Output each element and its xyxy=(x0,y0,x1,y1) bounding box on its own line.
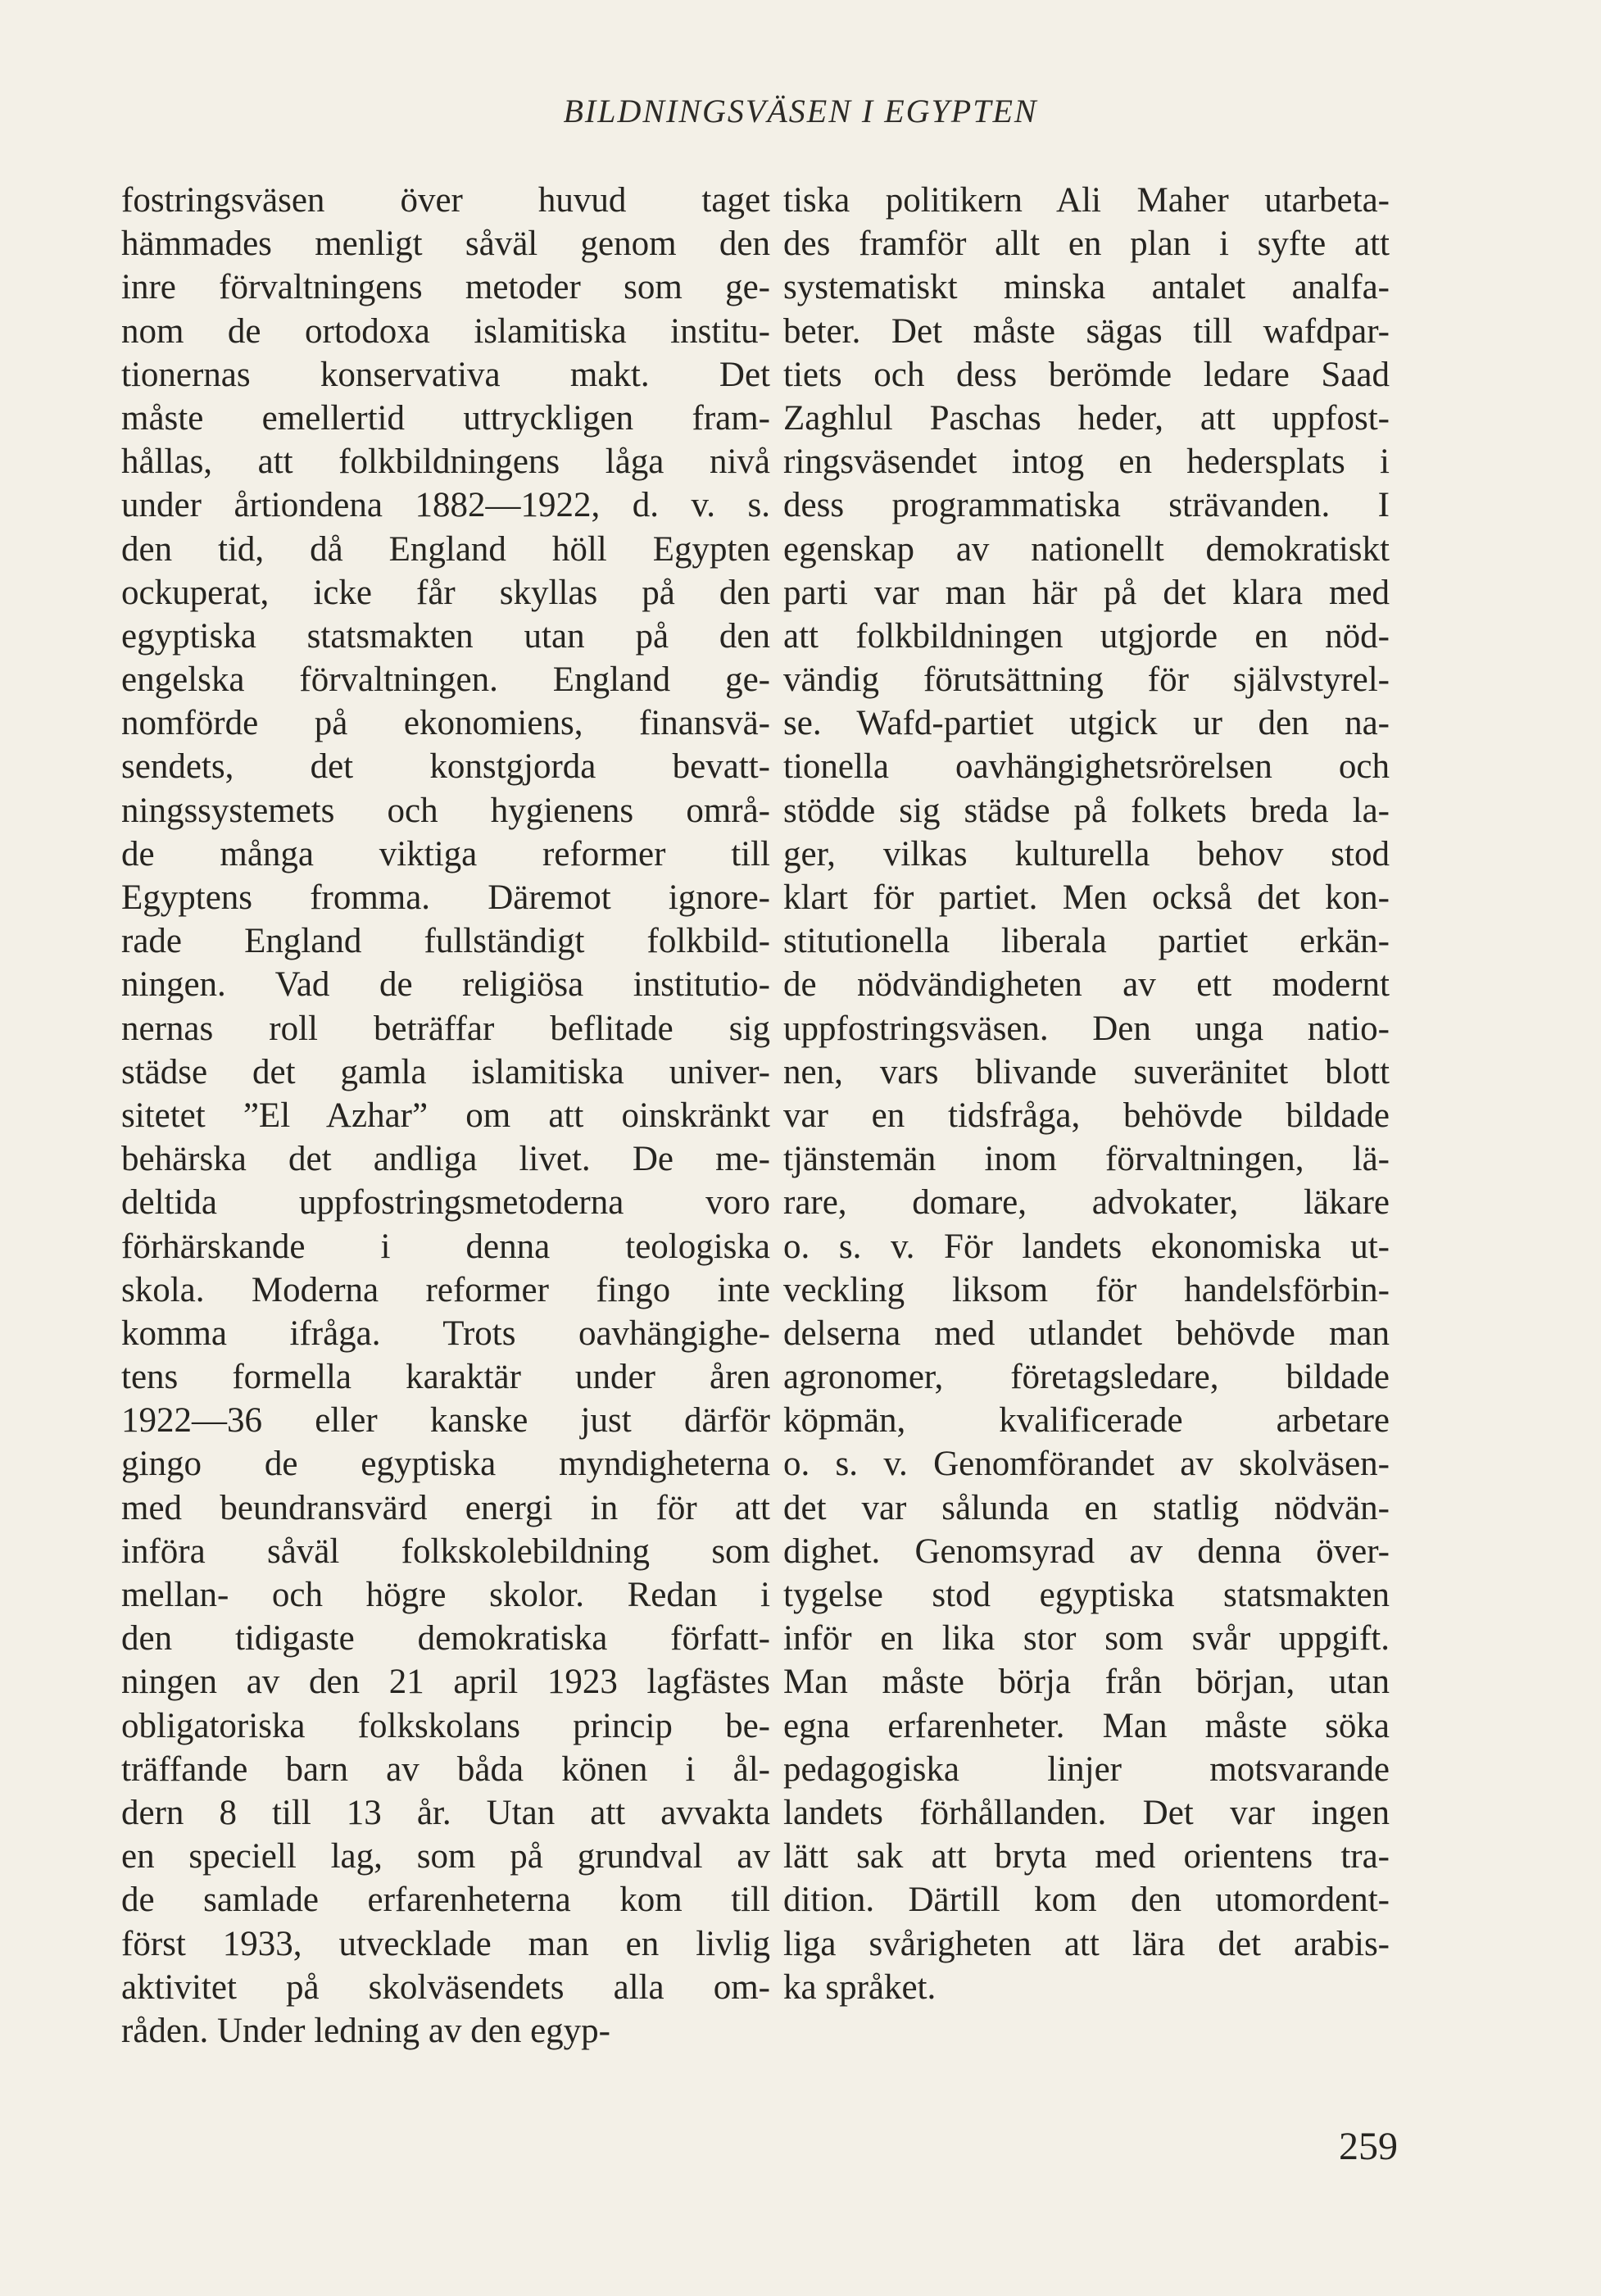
text-line: o. s. v. För landets ekonomiska ut- xyxy=(783,1227,1390,1266)
text-line: liga svårigheten att lära det arabis- xyxy=(783,1924,1390,1963)
text-line: egenskap av nationellt demokratiskt xyxy=(783,529,1390,569)
text-line: stitutionella liberala partiet erkän- xyxy=(783,922,1390,961)
text-line: sitetet ”El Azhar” om att oinskränkt xyxy=(121,1096,770,1135)
text-line: 1922—36 eller kanske just därför xyxy=(121,1401,770,1441)
text-line: nom de ortodoxa islamitiska institu- xyxy=(121,311,770,351)
text-line: systematiskt minska antalet analfa- xyxy=(783,268,1390,307)
text-line: hållas, att folkbildningens låga nivå xyxy=(121,442,770,482)
text-line: ningssystemets och hygienens områ- xyxy=(121,791,770,830)
text-line: deltida uppfostringsmetoderna voro xyxy=(121,1183,770,1223)
text-line: med beundransvärd energi in för att xyxy=(121,1488,770,1527)
text-line: komma ifråga. Trots oavhängighe- xyxy=(121,1314,770,1353)
text-line: se. Wafd-partiet utgick ur den na- xyxy=(783,704,1390,743)
text-line: beter. Det måste sägas till wafdpar- xyxy=(783,311,1390,351)
text-line: tiska politikern Ali Maher utarbeta- xyxy=(783,181,1390,220)
text-line: delserna med utlandet behövde man xyxy=(783,1314,1390,1353)
text-line: Egyptens fromma. Däremot ignore- xyxy=(121,878,770,917)
text-line: träffande barn av båda könen i ål- xyxy=(121,1749,770,1789)
text-line: behärska det andliga livet. De me- xyxy=(121,1140,770,1179)
text-line: sendets, det konstgjorda bevatt- xyxy=(121,747,770,787)
text-line: ningen. Vad de religiösa institutio- xyxy=(121,965,770,1005)
text-line: mellan- och högre skolor. Redan i xyxy=(121,1576,770,1614)
text-line: de samlade erfarenheterna kom till xyxy=(121,1881,770,1920)
text-line: ka språket. xyxy=(783,1967,937,2007)
text-line: under årtiondena 1882—1922, d. v. s. xyxy=(121,486,770,525)
text-line: köpmän, kvalificerade arbetare xyxy=(783,1401,1390,1441)
text-line: vändig förutsättning för självstyrel- xyxy=(783,660,1390,700)
text-line: nomförde på ekonomiens, finansvä- xyxy=(121,704,770,743)
text-line: de nödvändigheten av ett modernt xyxy=(783,965,1390,1005)
text-line: aktivitet på skolväsendets alla om- xyxy=(121,1967,770,2007)
text-line: stödde sig städse på folkets breda la- xyxy=(783,791,1390,830)
text-line: ockuperat, icke får skyllas på den xyxy=(121,573,770,612)
text-line: hämmades menligt såväl genom den xyxy=(121,225,770,264)
text-line: o. s. v. Genomförandet av skolväsen- xyxy=(783,1445,1390,1484)
text-line: pedagogiska linjer motsvarande xyxy=(783,1749,1390,1789)
text-line: tionella oavhängighetsrörelsen och xyxy=(783,747,1390,787)
page-number: 259 xyxy=(1339,2125,1398,2168)
left-column xyxy=(121,179,770,2053)
right-column xyxy=(783,179,1390,2009)
text-line: dighet. Genomsyrad av denna över- xyxy=(783,1531,1390,1571)
text-line: det var sålunda en statlig nödvän- xyxy=(783,1488,1390,1527)
text-line: uppfostringsväsen. Den unga natio- xyxy=(783,1009,1390,1048)
text-line: rare, domare, advokater, läkare xyxy=(783,1183,1390,1223)
text-line: tjänstemän inom förvaltningen, lä- xyxy=(783,1140,1390,1179)
text-line: gingo de egyptiska myndigheterna xyxy=(121,1445,770,1484)
text-line: de många viktiga reformer till xyxy=(121,834,770,873)
text-line: inre förvaltningens metoder som ge- xyxy=(121,268,770,307)
text-line: införa såväl folkskolebildning som xyxy=(121,1531,770,1571)
text-line: des framför allt en plan i syfte att xyxy=(783,225,1390,264)
text-line: nen, vars blivande suveränitet blott xyxy=(783,1052,1390,1091)
text-line: ringsväsendet intog en hedersplats i xyxy=(783,442,1390,482)
text-line: att folkbildningen utgjorde en nöd- xyxy=(783,616,1390,656)
text-line: inför en lika stor som svår uppgift. xyxy=(783,1619,1390,1658)
text-line: nernas roll beträffar beflitade sig xyxy=(121,1009,770,1048)
text-line: egyptiska statsmakten utan på den xyxy=(121,616,770,656)
text-line: en speciell lag, som på grundval av xyxy=(121,1837,770,1876)
text-line: parti var man här på det klara med xyxy=(783,573,1390,612)
text-line: lätt sak att bryta med orientens tra- xyxy=(783,1837,1390,1876)
text-line: måste emellertid uttryckligen fram- xyxy=(121,398,770,438)
text-line: klart för partiet. Men också det kon- xyxy=(783,878,1390,917)
text-line: den tid, då England höll Egypten xyxy=(121,529,770,569)
text-line: obligatoriska folkskolans princip be- xyxy=(121,1706,770,1745)
text-line: städse det gamla islamitiska univer- xyxy=(121,1052,770,1091)
text-line: den tidigaste demokratiska författ- xyxy=(121,1619,770,1658)
text-line: landets förhållanden. Det var ingen xyxy=(783,1793,1390,1832)
text-line: tionernas konservativa makt. Det xyxy=(121,355,770,394)
text-line: Man måste börja från början, utan xyxy=(783,1663,1390,1702)
text-line: egna erfarenheter. Man måste söka xyxy=(783,1706,1390,1745)
text-line: råden. Under ledning av den egyp- xyxy=(121,2011,611,2050)
text-line: tens formella karaktär under åren xyxy=(121,1358,770,1397)
text-line: agronomer, företagsledare, bildade xyxy=(783,1358,1390,1397)
text-line: veckling liksom för handelsförbin- xyxy=(783,1270,1390,1309)
text-line: först 1933, utvecklade man en livlig xyxy=(121,1924,770,1963)
text-line: var en tidsfråga, behövde bildade xyxy=(783,1096,1390,1135)
text-line: dition. Därtill kom den utomordent- xyxy=(783,1881,1390,1920)
text-line: skola. Moderna reformer fingo inte xyxy=(121,1270,770,1309)
text-line: dess programmatiska strävanden. I xyxy=(783,486,1390,525)
text-line: ger, vilkas kulturella behov stod xyxy=(783,834,1390,873)
text-line: tiets och dess berömde ledare Saad xyxy=(783,355,1390,394)
text-line: fostringsväsen över huvud taget xyxy=(121,181,770,220)
text-line: Zaghlul Paschas heder, att uppfost- xyxy=(783,398,1390,438)
text-line: rade England fullständigt folkbild- xyxy=(121,922,770,961)
text-line: dern 8 till 13 år. Utan att avvakta xyxy=(121,1793,770,1832)
text-line: tygelse stod egyptiska statsmakten xyxy=(783,1576,1390,1614)
running-head: BILDNINGSVÄSEN I EGYPTEN xyxy=(563,93,1038,129)
text-line: ningen av den 21 april 1923 lagfästes xyxy=(121,1663,770,1702)
text-line: engelska förvaltningen. England ge- xyxy=(121,660,770,700)
text-line: förhärskande i denna teologiska xyxy=(121,1227,770,1266)
